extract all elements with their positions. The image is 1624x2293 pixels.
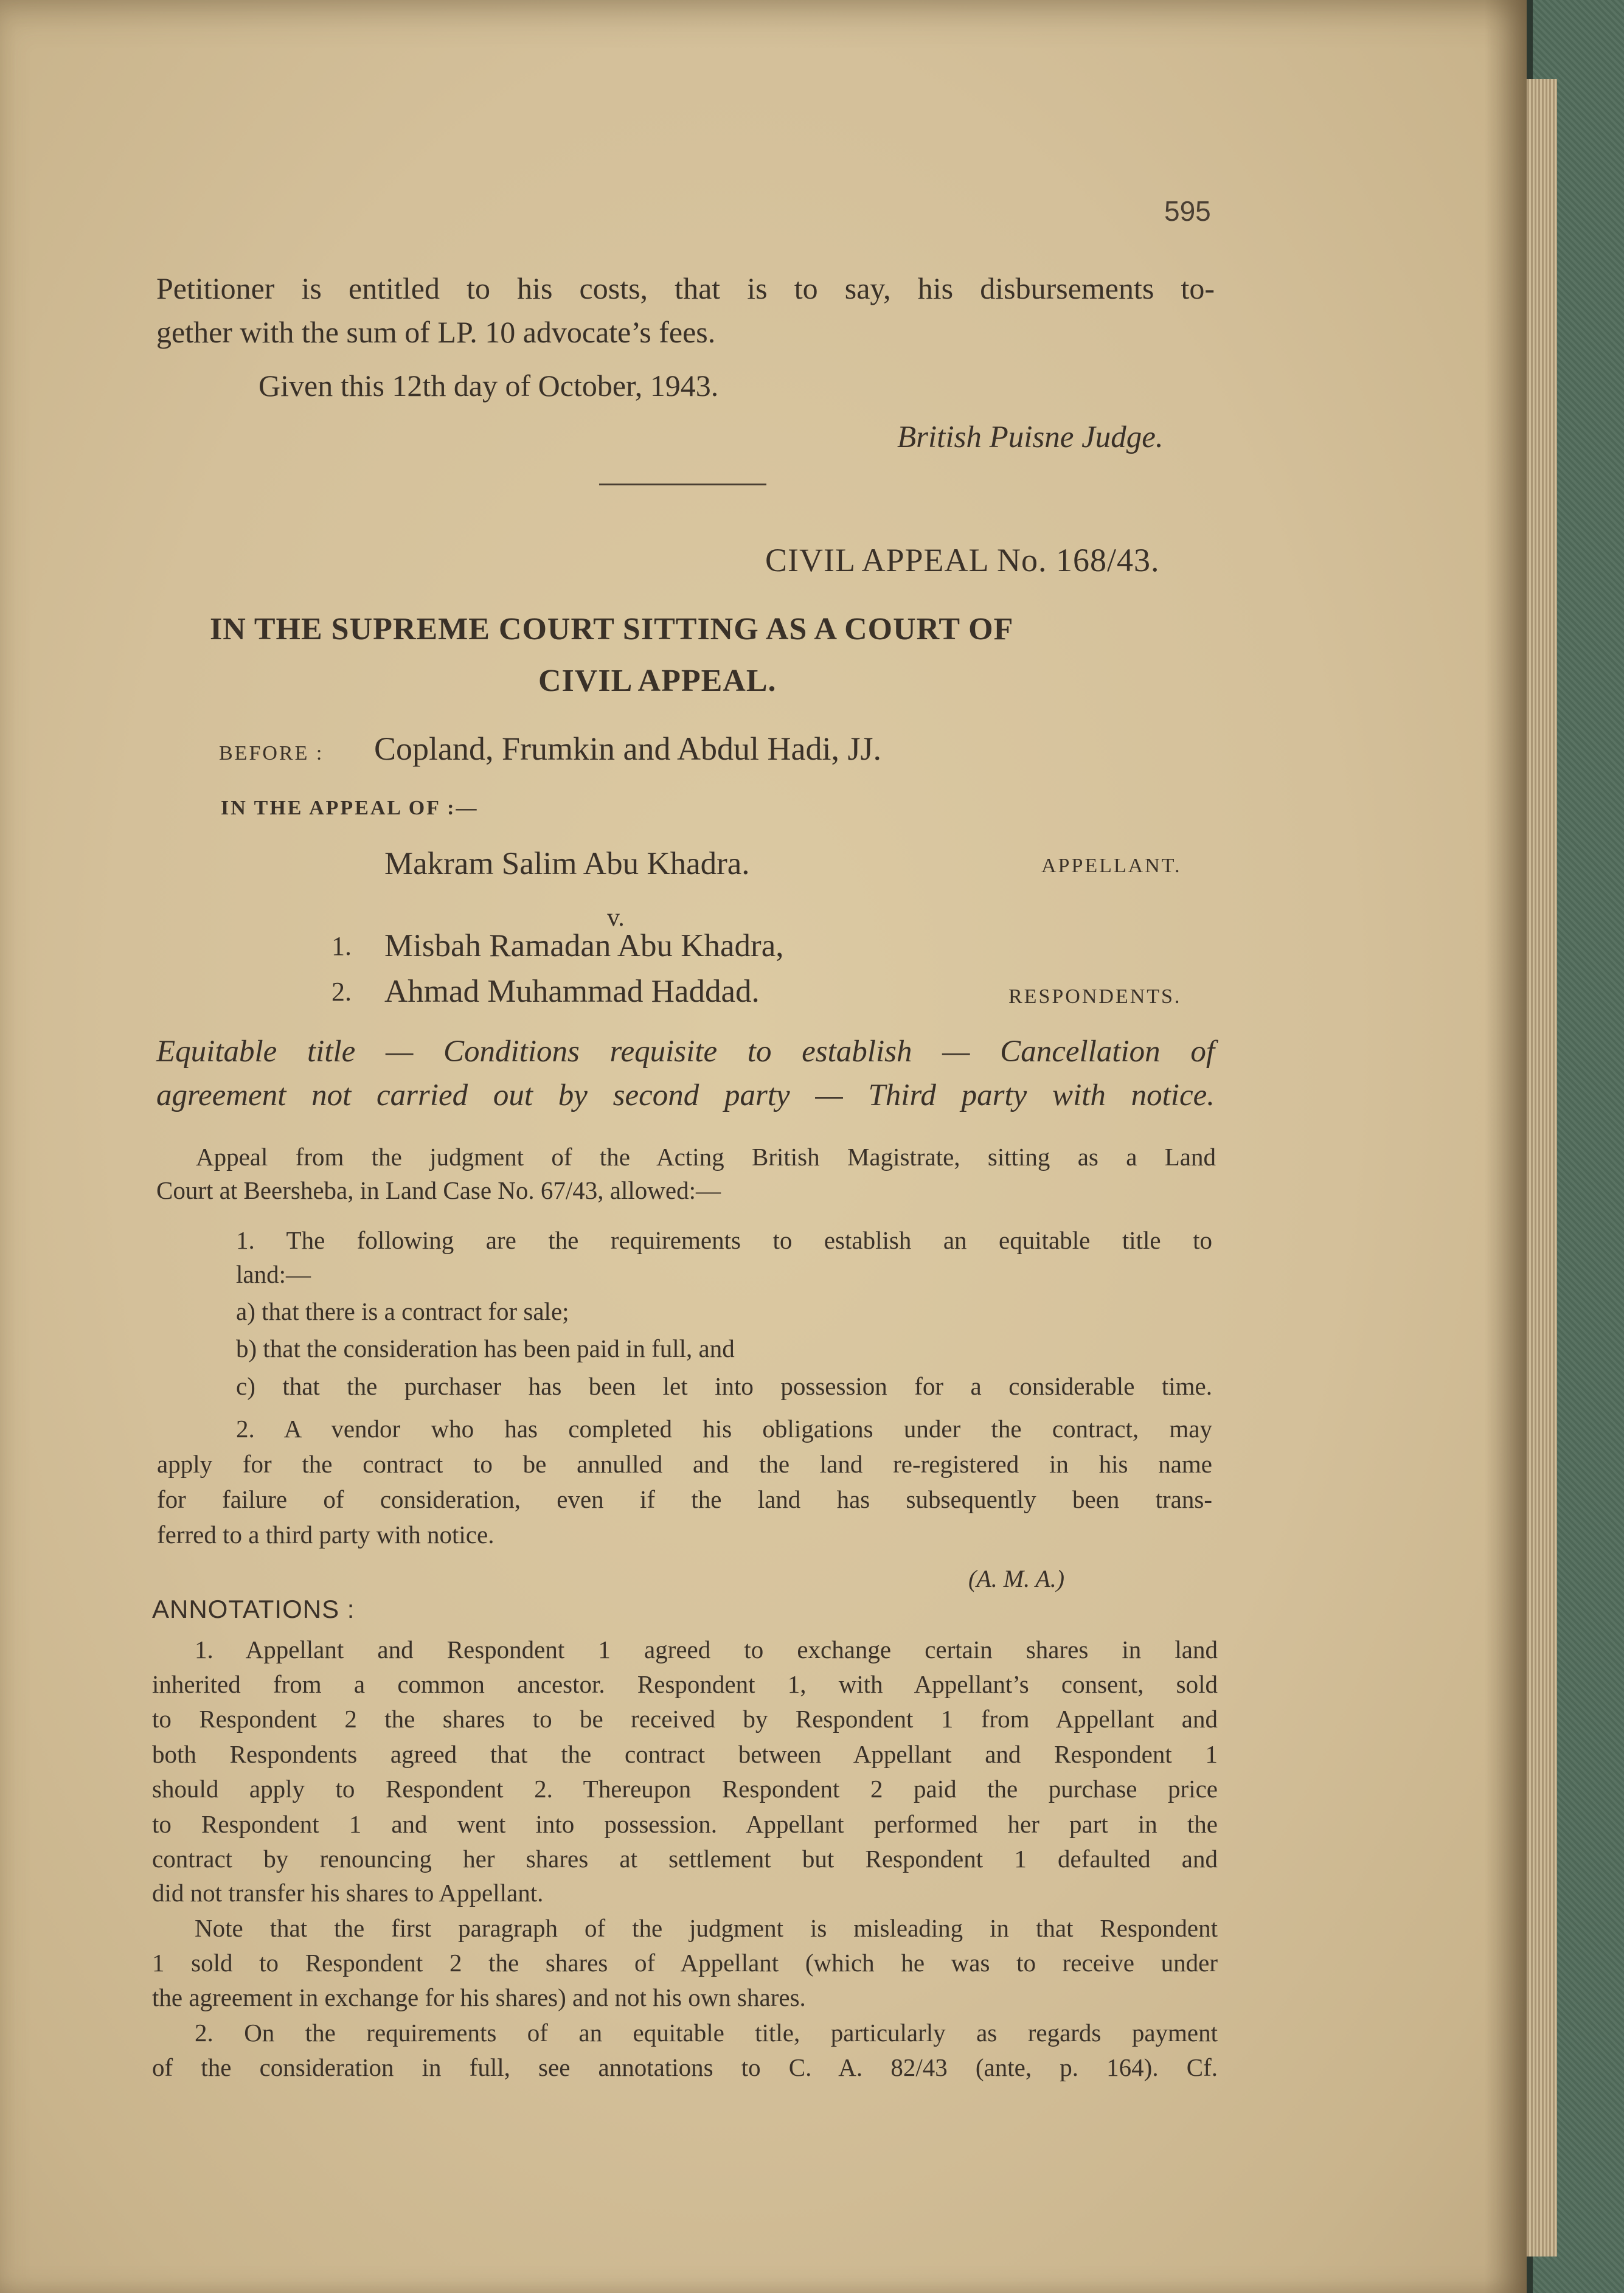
bench-judges: Copland, Frumkin and Abdul Hadi, JJ. <box>374 730 881 767</box>
annotation-line: should apply to Respondent 2. Thereupon Respondent 2 paid the purchase price <box>152 1775 1218 1803</box>
headnote-line: agreement not carried out by second party — Third party with notice. <box>156 1078 1215 1112</box>
holding-line: 2. A vendor who has completed his obligations under the contract, may <box>236 1415 1212 1443</box>
case-number: CIVIL APPEAL No. 168/43. <box>765 542 1160 578</box>
court-heading: CIVIL APPEAL. <box>538 664 777 698</box>
paragraph-line: Appeal from the judgment of the Acting British Magistrate, sitting as a Land <box>196 1143 1216 1171</box>
holding-item: b) that the consideration has been paid in full, and <box>236 1334 735 1362</box>
holding-line: ferred to a third party with notice. <box>157 1521 494 1549</box>
annotation-line: contract by renouncing her shares at settlement but Respondent 1 defaulted and <box>152 1845 1218 1873</box>
headnote-line: Equitable title — Conditions requisite to establish — Cancellation of <box>156 1035 1215 1069</box>
annotation-line: 1 sold to Respondent 2 the shares of Appellant (which he was to receive under <box>152 1949 1218 1977</box>
holding-line: land:— <box>236 1260 311 1288</box>
annotation-line: of the consideration in full, see annotations to C. A. 82/43 (ante, p. 164). Cf. <box>152 2053 1218 2081</box>
judge-signature: British Puisne Judge. <box>897 420 1164 454</box>
annotation-line: Note that the first paragraph of the judgment is misleading in that Respondent <box>195 1914 1218 1942</box>
closing-line: Petitioner is entitled to his costs, that is to say, his disbursements to- <box>156 271 1215 305</box>
separator-rule <box>599 484 766 485</box>
given-date-line: Given this 12th day of October, 1943. <box>259 369 719 403</box>
annotation-line: did not transfer his shares to Appellant. <box>152 1879 544 1907</box>
holding-item: a) that there is a contract for sale; <box>236 1297 569 1325</box>
holding-item: c) that the purchaser has been let into possession for a considerable time. <box>236 1372 1212 1400</box>
annotation-line: the agreement in exchange for his shares) and not his own shares. <box>152 1983 806 2011</box>
respondent-name: Ahmad Muhammad Haddad. <box>384 974 760 1009</box>
annotation-line: 2. On the requirements of an equitable title, particularly as regards payment <box>195 2019 1218 2047</box>
appellant-role-label: APPELLANT. <box>1041 855 1182 877</box>
annotation-line: to Respondent 2 the shares to be received by Respondent 1 from Appellant and <box>152 1705 1218 1733</box>
appellant-name: Makram Salim Abu Khadra. <box>384 846 750 881</box>
annotation-line: to Respondent 1 and went into possession. Appellant performed her part in the <box>152 1810 1218 1838</box>
respondent-number: 2. <box>331 977 352 1007</box>
respondents-role-label: RESPONDENTS. <box>1008 985 1182 1008</box>
respondent-number: 1. <box>331 931 352 961</box>
annotations-heading: ANNOTATIONS : <box>152 1595 355 1623</box>
respondent-name: Misbah Ramadan Abu Khadra, <box>384 928 784 963</box>
versus-label: v. <box>607 904 625 932</box>
holding-line: 1. The following are the requirements to establish an equitable title to <box>236 1226 1212 1254</box>
paragraph-line: Court at Beersheba, in Land Case No. 67/43, allowed:— <box>156 1176 721 1204</box>
holding-line: for failure of consideration, even if the land has subsequently been trans- <box>157 1485 1212 1513</box>
closing-line: gether with the sum of LP. 10 advocate’s fees. <box>156 315 716 349</box>
author-initials: (A. M. A.) <box>968 1565 1065 1592</box>
page-number: 595 <box>1164 195 1211 227</box>
holding-line: apply for the contract to be annulled and the land re-registered in his name <box>157 1450 1212 1478</box>
appeal-of-label: IN THE APPEAL OF :— <box>221 797 479 819</box>
page-shadow <box>1484 0 1527 2293</box>
annotation-line: both Respondents agreed that the contract between Appellant and Respondent 1 <box>152 1740 1218 1768</box>
court-heading: IN THE SUPREME COURT SITTING AS A COURT OF <box>210 612 1014 647</box>
annotation-line: inherited from a common ancestor. Respondent 1, with Appellant’s consent, sold <box>152 1670 1218 1698</box>
before-label: BEFORE : <box>219 742 324 765</box>
annotation-line: 1. Appellant and Respondent 1 agreed to exchange certain shares in land <box>195 1636 1218 1663</box>
